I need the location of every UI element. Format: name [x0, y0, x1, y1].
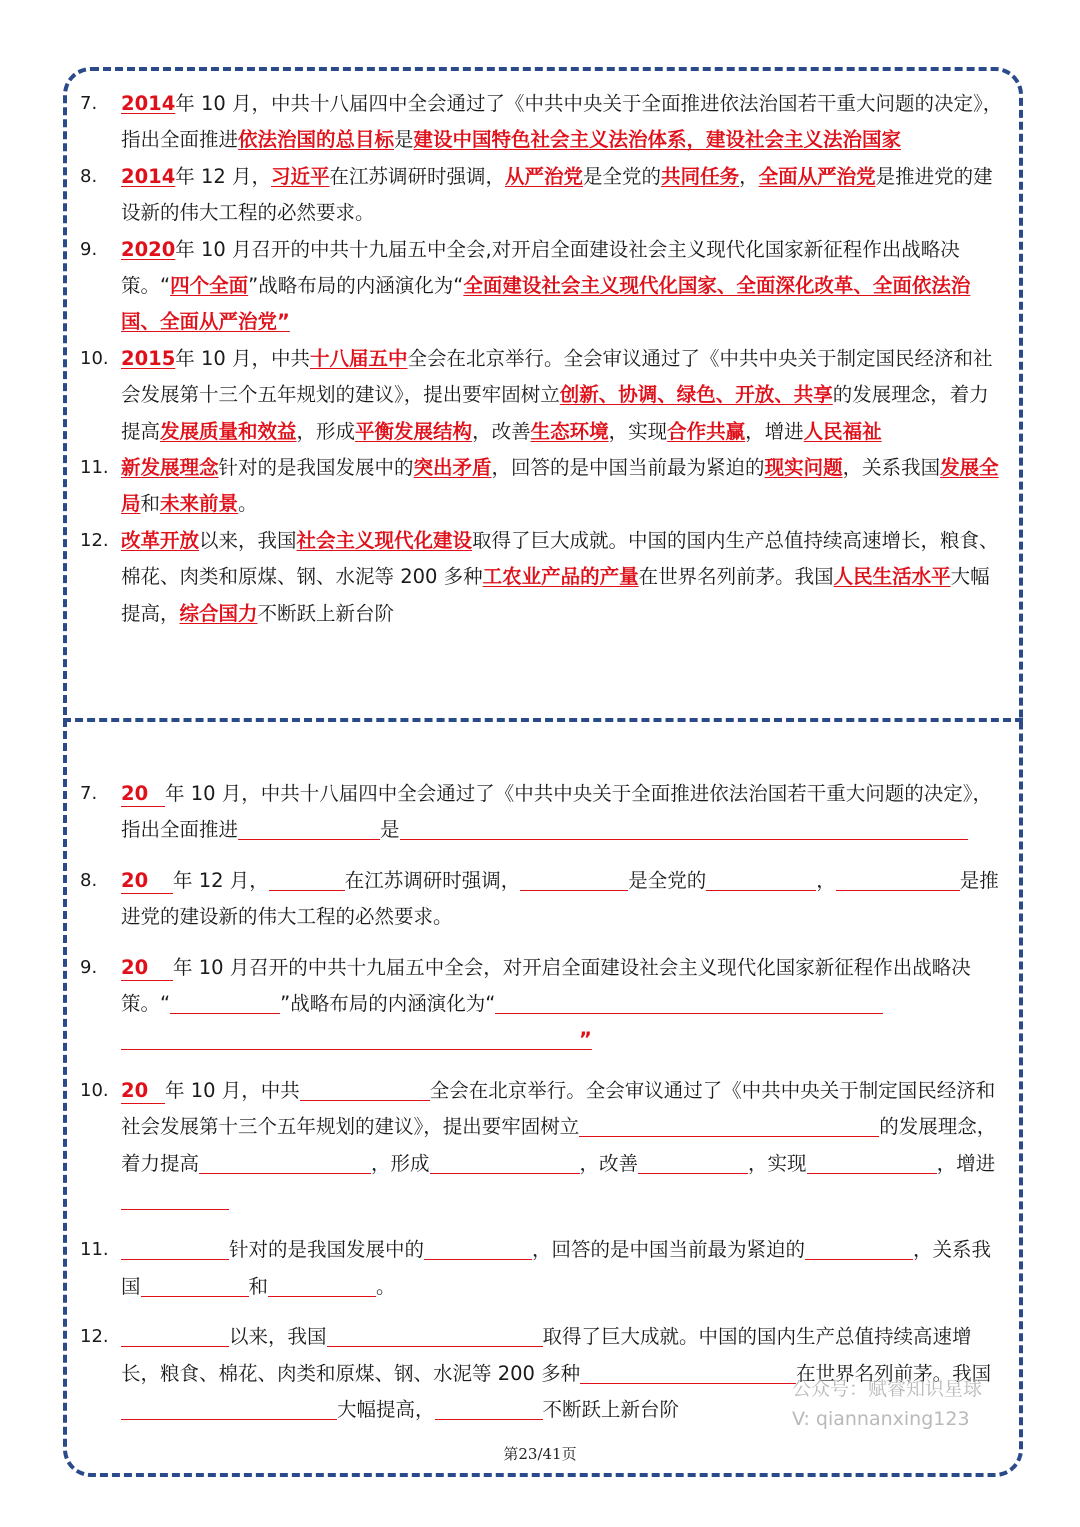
item-number: 11. [80, 457, 109, 479]
plain-text: 全会在北京举行。全会审议通过了《中共中央关于制定国民经济和社会发展第十三个五年规划的建议》，提出要牢固树立 [121, 1078, 996, 1139]
fill-blank[interactable] [400, 817, 880, 840]
plain-text: 不断跃上新台阶 [257, 601, 395, 625]
fill-blank[interactable] [638, 1151, 748, 1174]
highlighted-answer: 发展全局 [121, 456, 999, 516]
item-text [121, 1232, 1005, 1305]
plain-text: 年 12 月， [173, 868, 269, 892]
answer-item [80, 86, 1005, 159]
fill-blank[interactable] [829, 1151, 937, 1174]
plain-text: ，回答的是中国当前最为紧迫的 [532, 1238, 806, 1262]
plain-text: 和 [248, 1274, 269, 1298]
plain-text: 年 10 月召开的中共十九届五中全会,对开启全面建设社会主义现代化国家新征程作出战略决策。“ [121, 237, 960, 298]
fill-blank[interactable] [170, 991, 280, 1014]
item-text [121, 1073, 1005, 1219]
plain-text: ，形成 [371, 1151, 430, 1175]
plain-text: 全会在北京举行。全会审议通过了《中共中央关于制定国民经济和社会发展第十三个五年规划的建议》，提出要牢固树立 [121, 346, 993, 407]
plain-text: 的发展理念，着力提高 [121, 383, 989, 443]
item-number: 7. [80, 93, 98, 114]
highlighted-answer: 习近平 [271, 164, 330, 188]
plain-text: ，实现 [608, 419, 668, 443]
highlighted-answer: 发展质量和效益 [160, 419, 297, 443]
highlighted-answer: 20 [121, 956, 173, 981]
plain-text: 是 [380, 818, 400, 842]
fill-blank[interactable] [435, 1397, 543, 1420]
highlighted-answer: 2014 [121, 164, 176, 188]
highlighted-answer: 十八届五中 [310, 346, 408, 370]
highlighted-answer: 从严治党 [505, 164, 584, 188]
plain-text: ， [816, 868, 836, 892]
highlighted-answer: 未来前景 [160, 492, 239, 516]
plain-text: 取得了巨大成就。中国的国内生产总值持续高速增长，粮食、棉花、肉类和原煤、钢、水泥等 200 多种 [121, 528, 999, 589]
highlighted-answer: 社会主义现代化建设 [296, 528, 473, 552]
plain-text: 年 10 月，中共十八届四中全会通过了《中共中央关于全面推进依法治国若干重大问题的决定》， 指出全面推进 [121, 782, 992, 842]
item-number: 12. [80, 1326, 109, 1348]
plain-text: 在江苏调研时强调， [329, 164, 506, 188]
plain-text: 在世界名列前茅。我国 [796, 1361, 992, 1385]
plain-text: 和 [140, 492, 161, 516]
highlighted-answer: 全面建设社会主义现代化国家、全面深化改革、全面依法治国、全面从严治党” [121, 274, 971, 334]
fill-blank[interactable] [121, 1027, 579, 1050]
plain-text: 是推进党的建设新的伟大工程的必然要求。 [121, 868, 999, 929]
answer-item [80, 159, 1005, 232]
plain-text: 年 12 月， [175, 164, 271, 188]
plain-text: 以来，我国 [229, 1325, 327, 1349]
highlighted-answer: 生态环境 [530, 419, 609, 443]
exercise-section [80, 776, 1005, 1443]
highlighted-answer: 共同任务 [661, 164, 740, 188]
plain-text: ， [739, 164, 759, 188]
highlighted-answer: 20 [121, 1079, 165, 1104]
highlighted-answer: 2014 [121, 92, 176, 115]
plain-text: ，改善 [579, 1151, 639, 1175]
plain-text: 针对的是我国发展中的 [218, 456, 414, 480]
item-text [121, 863, 1005, 936]
plain-text: 大幅提高， [121, 565, 990, 625]
exercise-item [80, 776, 1005, 849]
plain-text: ，关系我国 [842, 456, 941, 480]
highlighted-answer: 现实问题 [764, 456, 843, 480]
plain-text: ，改善 [472, 419, 531, 443]
highlighted-answer: ” [579, 1028, 592, 1052]
item-number: 12. [80, 529, 109, 551]
highlighted-answer: 合作共赢 [667, 419, 746, 443]
highlighted-answer: 工农业产品的产量 [482, 565, 639, 589]
page-number: 第23/41页 [503, 1445, 577, 1463]
plain-text: ，实现 [748, 1151, 807, 1175]
answer-item [80, 232, 1005, 341]
highlighted-answer: 四个全面 [170, 274, 249, 298]
fill-blank[interactable] [495, 991, 883, 1014]
fill-blank[interactable] [880, 817, 968, 840]
plain-text: 的发展理念，着力提高 [121, 1115, 997, 1175]
fill-blank[interactable] [805, 1237, 913, 1260]
item-number: 10. [80, 347, 109, 369]
fill-blank[interactable] [121, 1187, 229, 1210]
item-text [121, 523, 1005, 632]
item-number: 10. [80, 1079, 109, 1101]
fill-blank[interactable] [580, 1361, 796, 1384]
plain-text: ，关系我国 [121, 1238, 992, 1298]
answer-item [80, 450, 1005, 523]
exercise-item [80, 863, 1005, 936]
plain-text: 不断跃上新台阶 [542, 1398, 680, 1422]
fill-blank[interactable] [579, 1114, 879, 1137]
fill-blank[interactable] [424, 1237, 532, 1260]
plain-text: 以来，我国 [199, 528, 297, 552]
highlighted-answer: 2020 [121, 237, 176, 261]
plain-text: 。 [376, 1274, 396, 1298]
watermark [792, 1374, 982, 1434]
item-text [121, 450, 1005, 523]
fill-blank[interactable] [141, 1274, 249, 1297]
section-divider [63, 718, 1023, 722]
plain-text: 在世界名列前茅。我国 [638, 565, 834, 589]
watermark-line2: V: qiannanxing123 [792, 1408, 970, 1430]
highlighted-answer: 全面从严治党 [758, 164, 876, 188]
fill-blank[interactable] [327, 1324, 543, 1347]
highlighted-answer: 新发展理念 [121, 456, 219, 480]
fill-blank[interactable] [836, 868, 960, 891]
plain-text: ，回答的是中国当前最为紧迫的 [491, 456, 765, 480]
exercise-item [80, 1232, 1005, 1305]
fill-blank[interactable] [269, 868, 345, 891]
highlighted-answer: 2015 [121, 346, 176, 370]
fill-blank[interactable] [121, 1324, 229, 1347]
answer-section [80, 86, 1005, 632]
answer-item [80, 341, 1005, 450]
fill-blank[interactable] [199, 1151, 371, 1174]
fill-blank[interactable] [430, 1151, 580, 1174]
plain-text: 是 [394, 128, 414, 152]
watermark-line1: 公众号：赋睿知识星球 [792, 1378, 983, 1400]
item-text [121, 776, 1005, 849]
item-number: 11. [80, 1239, 109, 1261]
highlighted-answer: 人民福祉 [803, 419, 882, 443]
plain-text: 在江苏调研时强调， [344, 868, 521, 892]
fill-blank[interactable] [520, 868, 628, 891]
fill-blank[interactable] [807, 1151, 829, 1174]
plain-text: 年 10 月，中共十八届四中全会通过了《中共中央关于全面推进依法治国若干重大问题的决定》， 指出全面推进 [121, 92, 1003, 152]
highlighted-answer: 创新、协调、绿色、开放、共享 [559, 383, 833, 407]
item-number: 8. [80, 165, 98, 187]
highlighted-answer: 平衡发展结构 [355, 419, 473, 443]
item-number: 8. [80, 869, 98, 891]
plain-text: ，增进 [936, 1151, 996, 1175]
plain-text: 取得了巨大成就。中国的国内生产总值持续高速增长，粮食、棉花、肉类和原煤、钢、水泥等 200 多种 [121, 1325, 972, 1385]
item-number: 7. [80, 783, 98, 804]
highlighted-answer: 人民生活水平 [833, 565, 951, 589]
fill-blank[interactable] [238, 817, 380, 840]
fill-blank[interactable] [268, 1274, 376, 1297]
item-text [121, 341, 1005, 450]
highlighted-answer: 依法治国的总目标 [238, 128, 395, 152]
plain-text: 大幅提高， [337, 1398, 435, 1422]
highlighted-answer: 改革开放 [121, 528, 200, 552]
plain-text: 年 10 月，中共 [175, 346, 310, 370]
highlighted-answer: 突出矛盾 [413, 456, 492, 480]
item-text [121, 232, 1005, 341]
plain-text: ”战略布局的内涵演化为“ [248, 274, 464, 298]
item-text [121, 950, 1005, 1059]
plain-text: 针对的是我国发展中的 [229, 1238, 425, 1262]
fill-blank[interactable] [706, 868, 816, 891]
plain-text: 年 10 月，中共 [165, 1078, 300, 1102]
highlighted-answer: 综合国力 [179, 601, 258, 625]
fill-blank[interactable] [121, 1397, 337, 1420]
plain-text: ，增进 [745, 419, 804, 443]
plain-text: 是推进党的建设新的伟大工程的必然要求。 [121, 164, 993, 225]
plain-text: ，形成 [296, 419, 356, 443]
plain-text: 年 10 月召开的中共十九届五中全会，对开启全面建设社会主义现代化国家新征程作出战略决策。“ [121, 955, 971, 1016]
highlighted-answer: 建设中国特色社会主义法治体系，建设社会主义法治国家 [413, 128, 902, 152]
item-text [121, 159, 1005, 232]
item-number: 9. [80, 238, 98, 260]
plain-text: 是全党的 [583, 164, 662, 188]
exercise-item [80, 1073, 1005, 1219]
fill-blank[interactable] [121, 1237, 229, 1260]
fill-blank[interactable] [300, 1078, 430, 1101]
item-text [121, 86, 1005, 159]
plain-text: 。 [238, 492, 258, 516]
plain-text: 是全党的 [628, 868, 707, 892]
plain-text: ”战略布局的内涵演化为“ [280, 992, 496, 1016]
answer-item [80, 523, 1005, 632]
exercise-item [80, 950, 1005, 1059]
item-number: 9. [80, 956, 98, 978]
highlighted-answer: 20 [121, 782, 165, 807]
highlighted-answer: 20 [121, 869, 173, 894]
